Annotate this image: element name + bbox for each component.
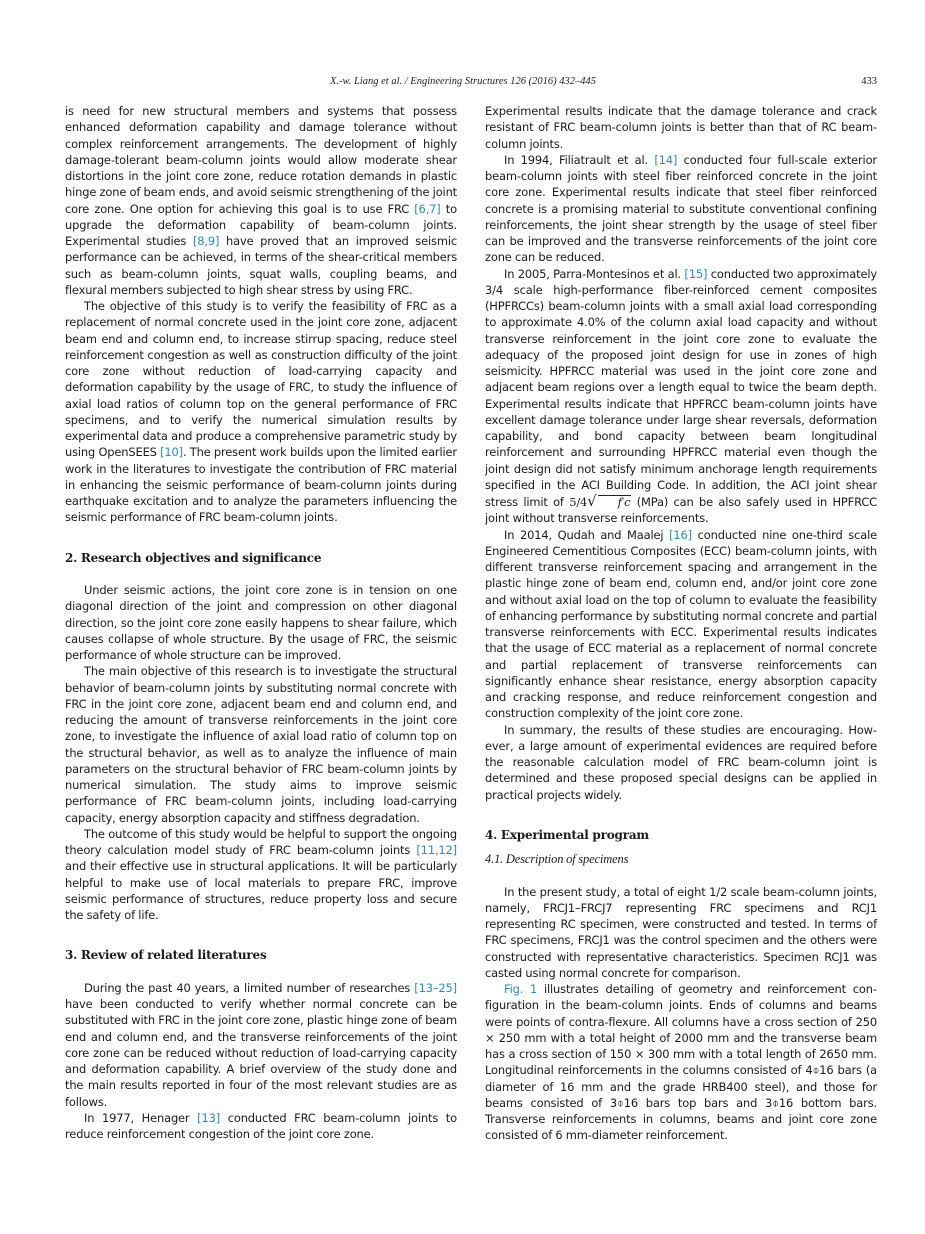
citation-link[interactable]: [8,9] <box>192 234 220 248</box>
text: have been conducted to verify whether normal concrete can be substituted with FRC in the joint core zone, plastic hinge zone of beam end and column end, and the transverse reinforcements of the joint core zone can be reduced without reduction of load-carrying capacity and deformation capability. A brief overview of the study done and the main results reported in four of the most relevant studies are as follows. <box>65 997 457 1109</box>
paragraph: In the present study, a total of eight 1/2 scale beam-column joints, namely, FRCJ1–FRCJ7 representing FRC specimens and RCJ1 representing RC specimen, were constructed and tested. In terms of FRC specimens, FRCJ1 was the control specimen and the others were constructed with representative characteristics. Specimen RCJ1 was casted using normal concrete for comparison. <box>485 884 877 980</box>
subsection-heading: 4.1. Description of specimens <box>485 852 629 866</box>
text: and their effective use in structural applications. It will be particularly helpful to make use of local materials to prepare FRC, improve seismic performance of structures, reduce property loss and secure the safety of life. <box>65 859 457 922</box>
text: The objective of this study is to verify the feasibility of FRC as a replacement of normal concrete used in the joint core zone, adjacent beam end and column end, to increase stirrup spacing, reduce steel reinforcement congestion as well as construction difficulty of the joint core zone without reduction of load-carrying capacity and deformation capability by the usage of FRC, to study the influence of axial load ratios of column top on the general performance of FRC specimens, and to verify the numerical simulation results by experimental data and produce a comprehensive parametric study by using OpenSEES <box>65 299 457 460</box>
text: . The present work builds upon the limited earlier work in the literatures to investigate the contribution of FRC material in enhancing the seismic performance of beam-column joints during earthquake excitation and to analyze the parameters influencing the seismic performance of FRC beam-column joints. <box>65 445 457 525</box>
paragraph <box>65 826 457 924</box>
paragraph: In summary, the results of these studies are encouraging. However, a large amount of experimental evidences are required before the reasonable calculation model of FRC beam-column joint is determined and these proposed special designs can be applied in practical projects widely. <box>485 722 877 802</box>
text: (MPa) can be also safely used in HPFRCC joint without transverse reinforcements. <box>485 495 877 526</box>
citation-link[interactable]: [13] <box>197 1110 221 1125</box>
text: In 2005, Parra-Montesinos et al. <box>504 266 685 281</box>
section-heading: 4. Experimental program <box>485 827 649 842</box>
formula-coefficient: 5/4 <box>569 495 588 509</box>
text: have proved that an improved seismic performance can be achieved, in terms of the shear-critical members such as beam-column joints, squat walls, coupling beams, and flexural members subjected to high shear stress by using FRC. <box>65 234 457 297</box>
citation-link[interactable]: [14] <box>654 152 678 167</box>
paragraph <box>65 1110 457 1143</box>
text: is need for new structural members and systems that possess enhanced deformation capability and damage tolerance without complex reinforcement arrangements. The development of highly damage-tolerant beam-column joints would allow moderate shear distortions in the joint core zone, reduce rotation demands in plastic hinge zone of beam ends, and avoid seismic strengthening of the joint core zone. One option for achieving this goal is to use FRC <box>65 104 457 216</box>
paragraph: Experimental results indicate that the damage tolerance and crack resistant of FRC beam-column joints is better than that of RC beam-column joints. <box>485 104 877 151</box>
running-header <box>65 76 877 92</box>
text: In 2014, Qudah and Maalej <box>504 527 670 542</box>
shear-stress-formula <box>569 492 631 510</box>
spacer <box>65 964 457 980</box>
text: In 1994, Filiatrault et al. <box>504 152 655 167</box>
text: illustrates detailing of geometry and reinforcement configuration in the beam-column joints. Ends of columns and beams were points of contra-flexure. All columns have a cross section of 250 × 250 mm with a total height of 2000 mm and the transverse beam has a cross section of 150 × 300 mm with a total length of 2650 mm. Longitudinal reinforcements in the columns consisted of 4⌽16 bars (a diameter of 16 mm and the grade HRB400 steel), and those for beams consisted of 3⌽16 bars top bars and 3⌽16 bottom bars. Transverse reinforcements in columns, beams and joint core zone consisted of 6 mm-diameter reinforcement. <box>485 982 877 1143</box>
citation-link[interactable]: [11,12] <box>416 843 457 857</box>
spacer <box>485 803 877 827</box>
text: to upgrade the deformation capability of beam-column joints. Experimental studies <box>65 201 457 248</box>
spacer <box>485 867 877 883</box>
text: conducted nine one-third scale Engineered Cementitious Composites (ECC) beam-column joints, with different transverse reinforcement spacing and arrangement in the plastic hinge zone of beam end, column end, and/or joint core zone and without axial load on the top of column to evaluate the feasibility of enhancing performance by substituting normal concrete and partial transverse reinforcements with ECC. Experimental results indicates that the usage of ECC material as a replacement of normal concrete and partial replacement of transverse reinforcements can significantly enhance shear resistance, energy absorption capacity and cracking response, and reduce reinforcement congestion and construction complexity of the joint core zone. <box>485 527 877 721</box>
formula-radicand: f′c <box>598 495 632 509</box>
page-number: 433 <box>861 76 877 87</box>
text: The outcome of this study would be helpful to support the ongoing theory calculation model study of FRC beam-column joints <box>65 826 457 857</box>
left-column <box>65 103 457 1142</box>
paragraph <box>65 298 457 526</box>
paragraph <box>485 981 877 1144</box>
text: conducted four full-scale exterior beam-column joints with steel fiber reinforced concrete in the joint core zone. Experimental results indicate that steel fiber reinforced concrete is a promising material to substitute conventional confining reinforcements, the joint shear strength by the usage of steel fiber can be improved and the transverse reinforcements of the joint core zone can be reduced. <box>485 152 877 265</box>
right-column <box>485 103 877 1144</box>
paragraph: Under seismic actions, the joint core zone is in tension on one diagonal direction of the joint and compression on other diagonal direction, so the joint core zone easily happens to shear failure, which causes collapse of whole structure. By the usage of FRC, the seismic performance of whole structure can be improved. <box>65 583 457 662</box>
citation-link[interactable]: [16] <box>669 527 692 542</box>
paragraph <box>65 980 457 1110</box>
text: During the past 40 years, a limited number of researches <box>84 980 415 995</box>
spacer <box>65 923 457 947</box>
figure-link[interactable]: Fig. 1 <box>504 982 538 996</box>
paragraph <box>485 527 877 722</box>
sqrt-icon: √ <box>587 492 597 510</box>
spacer <box>485 843 877 851</box>
paragraph <box>65 103 457 298</box>
spacer <box>65 526 457 550</box>
text: conducted FRC beam-column joints to reduce reinforcement congestion of the joint core zone. <box>65 1110 457 1141</box>
citation-link[interactable]: [10] <box>160 445 183 460</box>
citation-link[interactable]: [6,7] <box>414 201 441 216</box>
text: conducted two approximately 3/4 scale high-performance fiber-reinforced cement composites (HPFRCCs) beam-column joints with a small axial load corresponding to approximate 4.0% of the column axial load capacity and without transverse reinforcement in the joint core zone to evaluate the adequacy of the proposed joint design for use in zones of high seismicity. HPFRCC material was used in the joint core zone and adjacent beam regions over a length equal to twice the beam depth. Experimental results indicate that HPFRCC beam-column joints have excellent damage tolerance under large shear reversals, deformation capability, and bond capacity between beam longitudinal reinforcement and surrounding HPFRCC material even though the joint design did not satisfy minimum anchorage length requirements specified in the ACI Building Code. In addition, the ACI joint shear stress limit of <box>485 266 877 509</box>
section-heading: 2. Research objectives and significance <box>65 550 322 565</box>
paragraph <box>485 152 877 266</box>
running-title: X.-w. Liang et al. / Engineering Structures 126 (2016) 432–445 <box>330 76 596 87</box>
spacer <box>65 566 457 582</box>
citation-link[interactable]: [15] <box>684 266 708 281</box>
citation-link[interactable]: [13–25] <box>414 980 457 995</box>
text: In 1977, Henager <box>84 1110 198 1125</box>
section-heading: 3. Review of related literatures <box>65 948 267 963</box>
paragraph <box>485 266 877 527</box>
paragraph: The main objective of this research is to investigate the structural behavior of beam-column joints by substituting normal concrete with FRC in the joint core zone, adjacent beam end and column end, and reducing the amount of transverse reinforcements in the joint core zone, to investigate the influence of axial load ratio of column top on the structural behavior, as well as to analyze the influence of main parameters on the structural behavior of FRC beam-column joints by numerical simulation. The study aims to improve seismic performance of FRC beam-column joints, including load-carrying capacity, energy absorption capacity and stiffness degradation. <box>65 664 457 825</box>
